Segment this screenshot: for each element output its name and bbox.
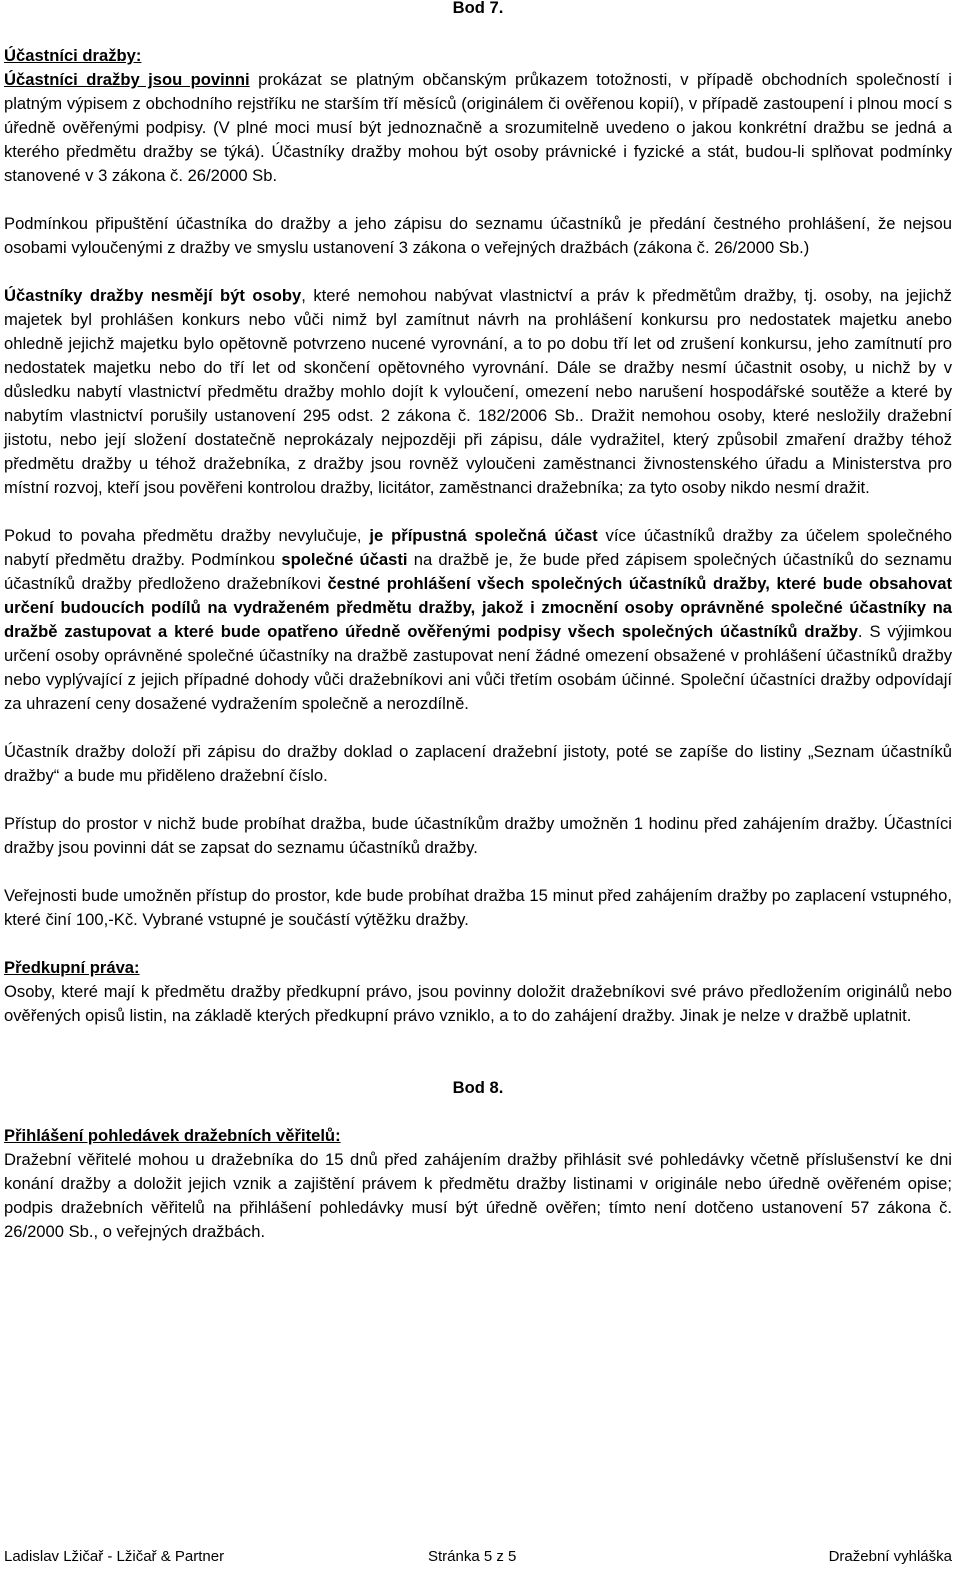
ucastnici-title: Účastníci dražby: [4,46,142,65]
bold-lead: Účastníci dražby jsou povinni [4,70,250,89]
paragraph-jistota: Účastník dražby doloží při zápisu do dražby doklad o zaplacení dražební jistoty, poté se zapíše do listiny „Seznam účastníků dražby“ a bude mu přiděleno dražební číslo. [4,742,952,785]
footer-page-number: Stránka 5 z 5 [428,1548,517,1565]
paragraph-text: , které nemohou nabývat vlastnictví a práv k předmětům dražby, tj. osoby, na jejichž majetek byl prohlášen konkurs nebo vůči nimž byl zamítnut návrh na prohlášení konkursu pro nedostatek majetku anebo ohledně jejichž majetku bylo opětovně potvrzeno nucené vyrovnání, a to po dobu tří let od zrušení konkursu, jeho zamítnutí pro nedostatek majetku nebo do tří let od skončení opětovného vyrovnání. Dále se dražby nesmí účastnit osoby, u nichž by v důsledku nabytí vlastnictví předmětu dražby mohlo dojít k vyloučení, omezení nebo narušení hospodářské soutěže a které by nabytím vlastnictví porušily ustanovení 295 odst. 2 zákona č. 182/2006 Sb.. Dražit nemohou osoby, které nesložily dražební jistotu, nebo její složení dostatečně neprokázaly nejpozději při zápisu, dále vydražitel, který způsobil zmaření dražby téhož předmětu dražby u téhož dražebníka, z dražby jsou rovněž vyloučeni zaměstnanci živnostenského úřadu a Ministerstva pro místní rozvoj, kteří jsou pověřeni kontrolou dražby, licitátor, zaměstnanci dražebníka; za tyto osoby nikdo nesmí dražit. [4,286,952,497]
paragraph-ucastnici-povinnosti [4,68,952,188]
paragraph-vylouceni [4,284,952,500]
predkupni-title: Předkupní práva: [4,958,140,977]
paragraph-prihlaseni-pohledavek: Dražební věřitelé mohou u dražebníka do 15 dnů před zahájením dražby přihlásit své pohledávky včetně příslušenství ke dni konání dražby a doložit jejich vznik a zajištění právem k předmětu dražby listinami v originále nebo úředně ověřeném opise; podpis dražebních věřitelů na přihlášení pohledávky musí být úředně ověřen; tímto není dotčeno ustanovení 57 zákona č. 26/2000 Sb., o veřejných dražbách. [4,1150,952,1241]
footer-author: Ladislav Lžičař - Lžičař & Partner [4,1548,225,1565]
paragraph-pristup-verejnosti: Veřejnosti bude umožněn přístup do prostor, kde bude probíhat dražba 15 minut před zahájením dražby po zaplacení vstupného, které činí 100,-Kč. Vybrané vstupné je součástí výtěžku dražby. [4,886,952,929]
paragraph-spolecna-ucast [4,524,952,716]
paragraph-predkupni-prava: Osoby, které mají k předmětu dražby předkupní právo, jsou povinny doložit dražebníkovi své právo předložením originálů nebo ověřených opisů listin, na základě kterých předkupní právo vzniklo, a to do zahájení dražby. Jinak je nelze v dražbě uplatnit. [4,982,952,1025]
text-segment: více účastníků dražby za účelem společného nabytí předmětu dražby. Podmínkou [4,526,953,569]
bod7-heading: Bod 7. [452,0,504,17]
bold-lead: Účastníky dražby nesmějí být osoby [4,286,302,305]
text-segment: na dražbě je, že bude před zápisem společných účastníků do seznamu účastníků dražby předloženo dražebníkovi [4,550,952,593]
bod8-heading: Bod 8. [452,1078,504,1097]
paragraph-podminka-pripusteni: Podmínkou připuštění účastníka do dražby a jeho zápisu do seznamu účastníků je předání čestného prohlášení, že nejsou osobami vyloučenými z dražby ve smyslu ustanovení 3 zákona o veřejných dražbách (zákona č. 26/2000 Sb.) [4,214,952,257]
text-segment: Pokud to povaha předmětu dražby nevylučuje, [4,526,370,545]
prihlaseni-title: Přihlášení pohledávek dražebních věřitelů: [4,1126,341,1145]
footer-doc-title: Dražební vyhláška [828,1548,952,1565]
bold-segment: je přípustná společná účast [369,526,598,545]
page-footer [4,1545,952,1569]
document-page [4,0,952,1244]
bold-segment: čestné prohlášení všech společných účastníků dražby, které bude obsahovat určení budoucích podílů na vydraženém předmětu dražby, jakož i zmocnění osoby oprávněné společné účastníky na dražbě zastupovat a které bude opatřeno úředně ověřenými podpisy všech společných účastníků dražby [4,574,952,641]
paragraph-text: prokázat se platným občanským průkazem totožnosti, v případě obchodních společností i platným výpisem z obchodního rejstříku ne starším tří měsíců (originálem či ověřenou kopií), v případě zastoupení i plnou mocí s úředně ověřenými podpisy. (V plné moci musí být jednoznačně a srozumitelně uvedeno o jakou konkrétní dražbu se jedná a kterého předmětu dražby se týká). Účastníky dražby mohou být osoby právnické i fyzické a stát, budou-li splňovat podmínky stanovené v 3 zákona č. 26/2000 Sb. [4,70,952,185]
text-segment: . S výjimkou určení osoby oprávněné společné účastníky na dražbě zastupovat není žádné omezení obsažené v prohlášení účastníků dražby nebo vyplývající z jejich případné dohody vůči dražebníkovi ani vůči třetím osobám účinné. Společní účastníci dražby odpovídají za uhrazení ceny dosažené vydražením společně a nerozdílně. [4,622,952,713]
bold-segment: společné účasti [281,550,408,569]
paragraph-pristup-ucastniku: Přístup do prostor v nichž bude probíhat dražba, bude účastníkům dražby umožněn 1 hodinu před zahájením dražby. Účastníci dražby jsou povinni dát se zapsat do seznamu účastníků dražby. [4,814,952,857]
